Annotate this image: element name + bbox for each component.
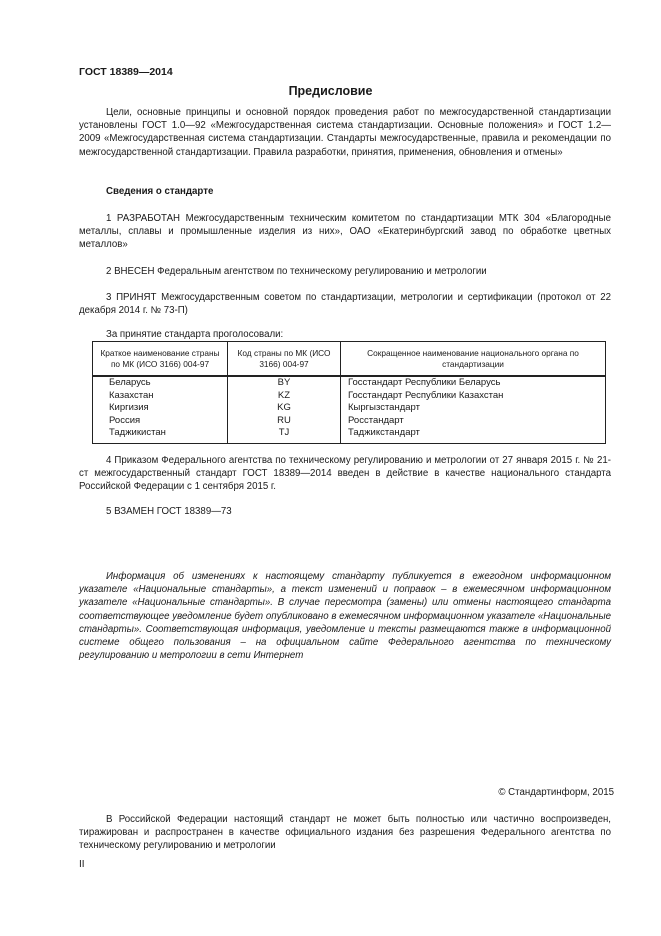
vote-caption-text: За принятие стандарта проголосовали: [106, 329, 284, 340]
item-adopted [79, 291, 611, 317]
item-enacted-text: 4 Приказом Федерального агентства по техническому регулированию и метрологии от 27 января 2015 г. № 21-ст межгосударственный стандарт ГОСТ 18389—2014 введен в действие в качестве национального стандарта Российской Федерации с 1 сентября 2015 г. [79, 455, 611, 493]
country-code: RU [228, 415, 341, 428]
info-notice-text: Информация об изменениях к настоящему стандарту публикуется в ежегодном информационном указателе «Национальные стандарты», а текст изменений и поправок – в ежемесячном информационном указателе «Национальные стандарты». В случае пересмотра (замены) или отмены настоящего стандарта соответствующее уведомление будет опубликовано в ежемесячном информационном указателе «Национальные стандарты». Соответствующая информация, уведомление и тексты размещаются также в информационной системе общего пользования – на официальном сайте Федерального агентства по техническому регулированию и метрологии в сети Интернет [79, 571, 611, 662]
country-name: Беларусь [93, 376, 228, 390]
info-notice [79, 570, 611, 662]
country-code: KZ [228, 390, 341, 403]
item-replaces-text: 5 ВЗАМЕН ГОСТ 18389—73 [106, 506, 232, 517]
country-code: TJ [228, 427, 341, 443]
reproduction-notice-text: В Российской Федерации настоящий стандарт не может быть полностью или частично воспроизведен, тиражирован и распространен в качестве официального издания без разрешения Федерального агентства по техническому регулированию и метрологии [79, 814, 611, 852]
table-row [93, 376, 606, 390]
country-name: Киргизия [93, 402, 228, 415]
page-number: II [79, 859, 85, 870]
section-title: Сведения о стандарте [106, 186, 214, 197]
standards-body: Таджикстандарт [341, 427, 606, 443]
country-name: Россия [93, 415, 228, 428]
item-developed-text: 1 РАЗРАБОТАН Межгосударственным техническим комитетом по стандартизации МТК 304 «Благородные металлы, сплавы и промышленные изделия из них», ОАО «Екатеринбургский завод по обработке цветных металлов» [79, 213, 611, 251]
standards-body: Госстандарт Республики Беларусь [341, 376, 606, 390]
column-header: Код страны по МК (ИСО 3166) 004-97 [228, 342, 341, 377]
intro-text: Цели, основные принципы и основной порядок проведения работ по межгосударственной стандартизации установлены ГОСТ 1.0—92 «Межгосударственная система стандартизации. Основные положения» и ГОСТ 1.2—2009 «Межгосударственная система стандартизации. Стандарты межгосударственные, правила и рекомендации по межгосударственной стандартизации. Правила разработки, принятия, применения, обновления и отмены» [79, 107, 611, 158]
country-code: KG [228, 402, 341, 415]
column-header: Краткое наименование страны по МК (ИСО 3166) 004-97 [93, 342, 228, 377]
table-header-row [93, 342, 606, 377]
table-row [93, 390, 606, 403]
country-name: Таджикистан [93, 427, 228, 443]
copyright: © Стандартинформ, 2015 [498, 787, 614, 798]
item-developed [79, 212, 611, 252]
table-row [93, 427, 606, 443]
vote-caption [79, 328, 611, 341]
table-row [93, 415, 606, 428]
item-introduced [79, 265, 611, 278]
table-row [93, 402, 606, 415]
standards-body: Кыргызстандарт [341, 402, 606, 415]
column-header: Сокращенное наименование национального органа по стандартизации [341, 342, 606, 377]
standards-body: Росстандарт [341, 415, 606, 428]
item-adopted-text: 3 ПРИНЯТ Межгосударственным советом по стандартизации, метрологии и сертификации (протокол от 22 декабря 2014 г. № 73-П) [79, 292, 611, 317]
document-code: ГОСТ 18389—2014 [79, 66, 173, 78]
item-replaces [79, 505, 611, 518]
item-introduced-text: 2 ВНЕСЕН Федеральным агентством по техническому регулированию и метрологии [106, 266, 487, 277]
standards-body: Госстандарт Республики Казахстан [341, 390, 606, 403]
item-enacted [79, 454, 611, 494]
country-name: Казахстан [93, 390, 228, 403]
intro-paragraph [79, 106, 611, 159]
reproduction-notice [79, 813, 611, 853]
country-code: BY [228, 376, 341, 390]
vote-table [92, 341, 606, 444]
page-title: Предисловие [288, 84, 373, 98]
